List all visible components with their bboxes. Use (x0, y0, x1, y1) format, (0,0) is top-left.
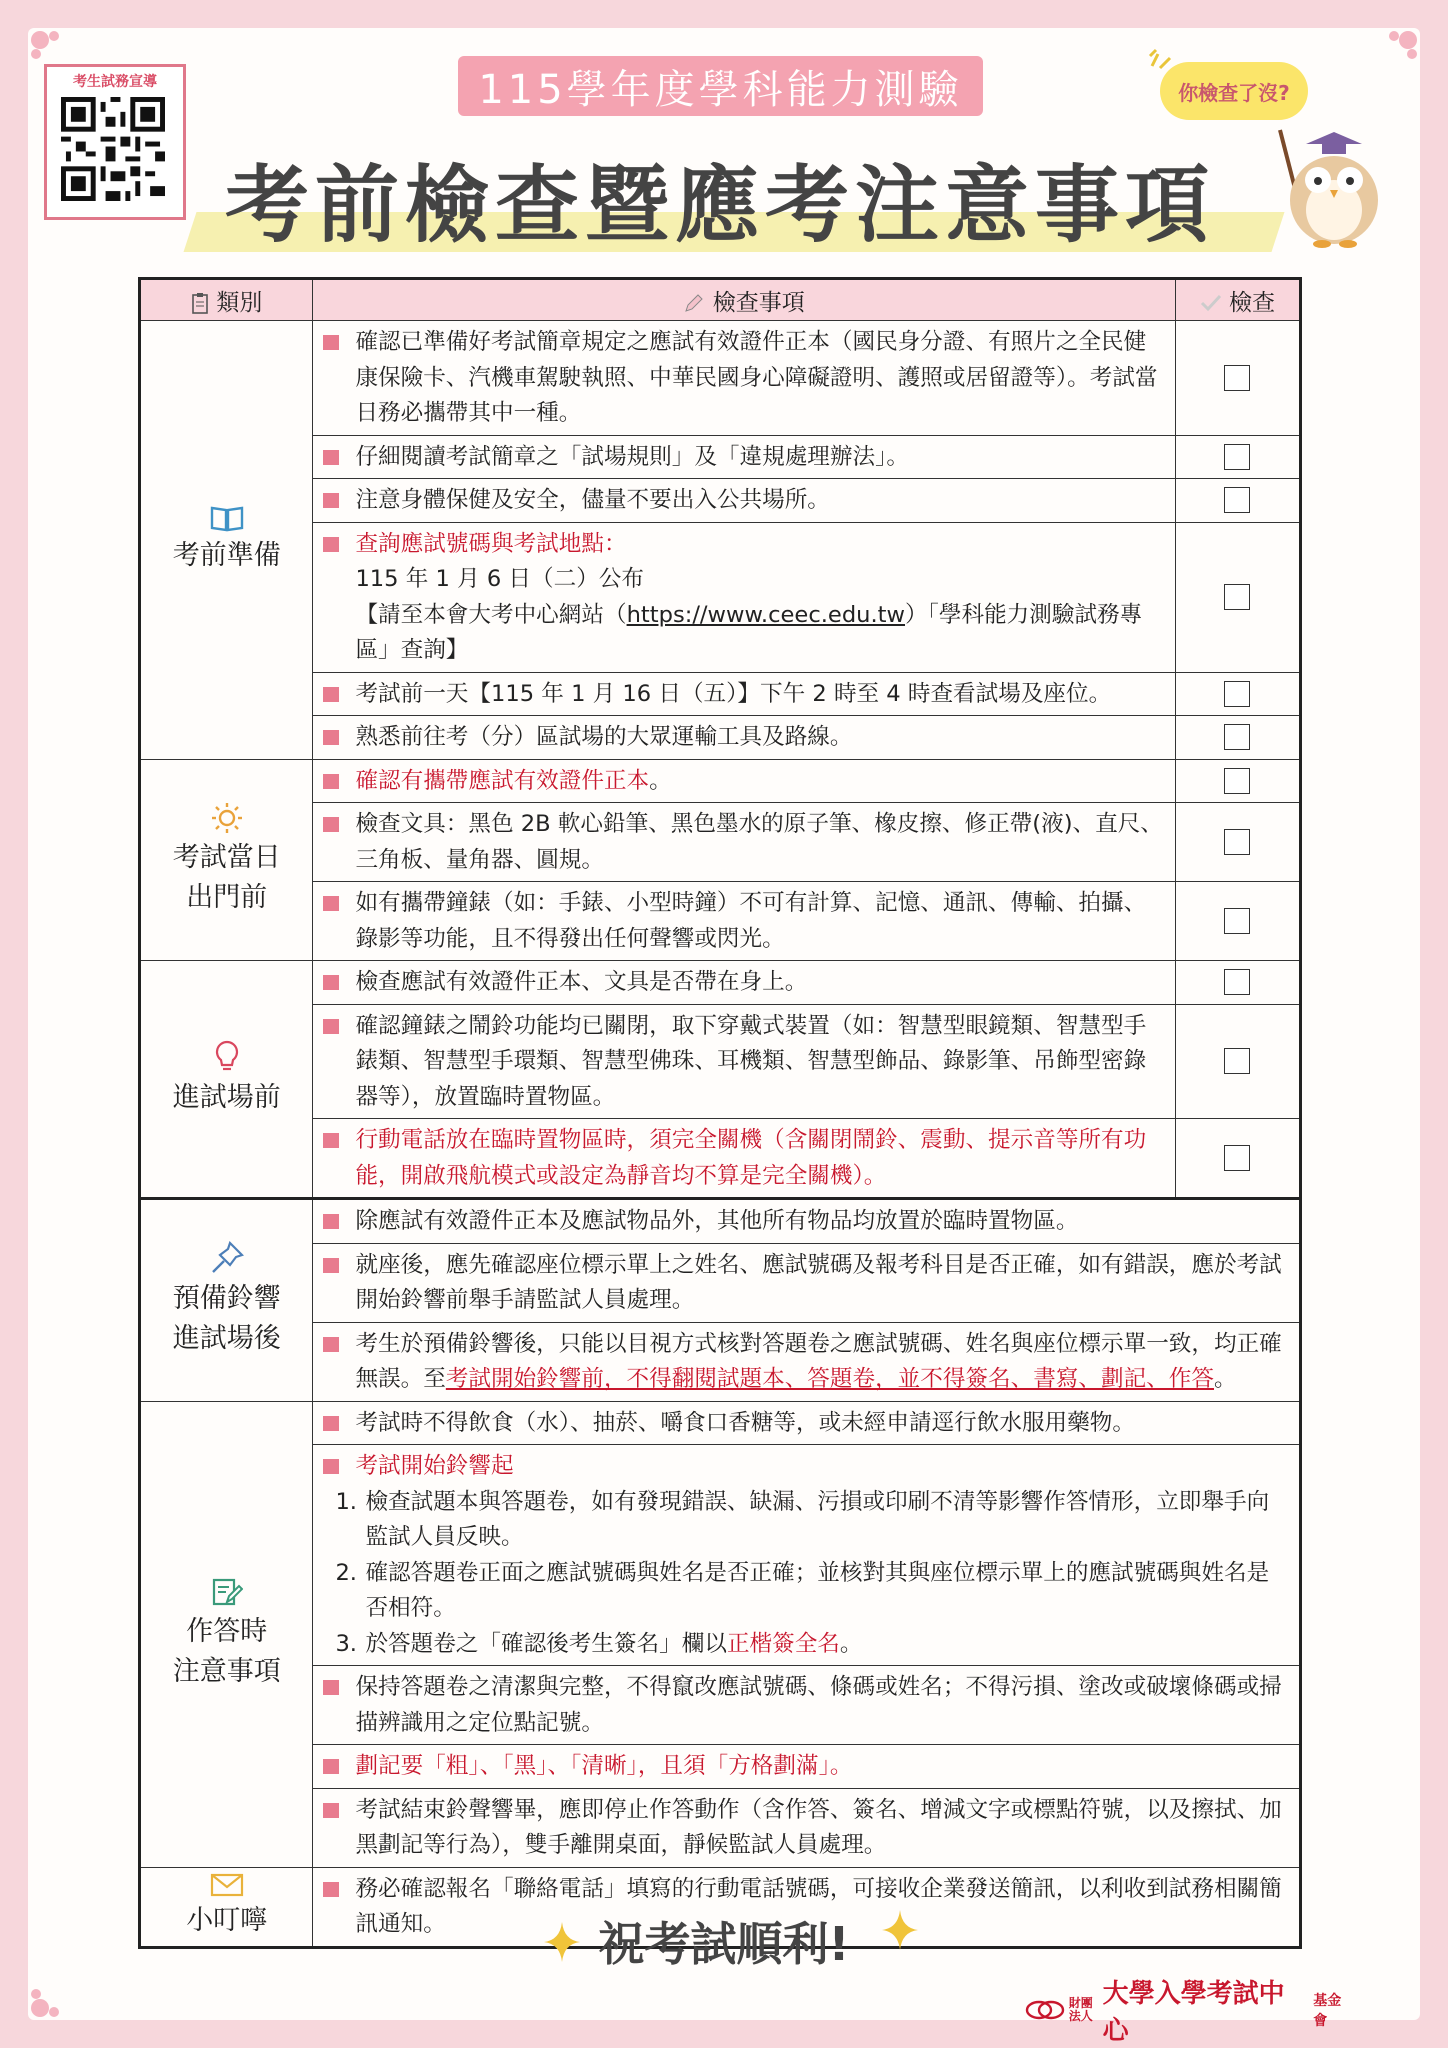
clipboard-icon (191, 292, 209, 314)
checkbox[interactable] (1224, 969, 1250, 995)
organization-logo: 財團法人 大學入學考試中心 基金會 (1025, 1990, 1355, 2030)
list-item: 如有攜帶鐘錶（如：手錶、小型時鐘）不可有計算、記憶、通訊、傳輸、拍攝、錄影等功能，且不得發出任何聲響或閃光。 (313, 882, 1175, 961)
list-item: 除應試有效證件正本及應試物品外，其他所有物品均放置於臨時置物區。 (313, 1199, 1301, 1244)
checkbox[interactable] (1224, 724, 1250, 750)
table-row (140, 1745, 1301, 1789)
corner-flower-icon (26, 1982, 66, 2022)
table-header-row (140, 279, 1301, 321)
book-icon (210, 504, 244, 532)
table-row (140, 321, 1301, 436)
category-enter: 進試場前 (140, 961, 313, 1199)
checkbox[interactable] (1224, 681, 1250, 707)
pencil-icon (683, 292, 705, 314)
list-item: 考生於預備鈴響後，只能以目視方式核對答題卷之應試號碼、姓名與座位標示單一致，均正確無誤。至考試開始鈴響前，不得翻閱試題本、答題卷，並不得簽名、書寫、劃記、作答。 (313, 1322, 1301, 1401)
checkbox[interactable] (1224, 1048, 1250, 1074)
table-row (140, 1322, 1301, 1401)
check-badge: 你檢查了沒? (1160, 62, 1308, 120)
list-item: 考試開始鈴響起 1. 檢查試題本與答題卷，如有發現錯誤、缺漏、污損或印刷不清等影響作答情形，立即舉手向監試人員反映。 2. 確認答題卷正面之應試號碼與姓名是否正確；並核對其與座位標示單上的應試號碼與姓名是否相符。 3. 於答題卷之「確認後考生簽名」欄以正楷簽全名。 (313, 1445, 1301, 1666)
table-row (140, 1004, 1301, 1119)
list-item: 考試結束鈴聲響畢，應即停止作答動作（含作答、簽名、增減文字或標點符號，以及擦拭、加黑劃記等行為），雙手離開桌面，靜候監試人員處理。 (313, 1788, 1301, 1867)
list-item: 確認鐘錶之鬧鈴功能均已關閉，取下穿戴式裝置（如：智慧型眼鏡類、智慧型手錶類、智慧型手環類、智慧型佛珠、耳機類、智慧型飾品、錄影筆、吊飾型密錄器等），放置臨時置物區。 (313, 1004, 1175, 1119)
list-item: 熟悉前往考（分）區試場的大眾運輸工具及路線。 (313, 716, 1175, 760)
ceec-website-link[interactable]: https://www.ceec.edu.tw (626, 601, 906, 628)
list-item: 考試前一天【115 年 1 月 16 日（五）】下午 2 時至 4 時查看試場及座位。 (313, 672, 1175, 716)
checkmark-icon (1200, 293, 1222, 313)
sparkle-lines-icon (1148, 46, 1176, 74)
category-tip: 小叮嚀 (140, 1867, 313, 1947)
qr-label: 考生試務宣導 (73, 74, 157, 90)
table-row (140, 961, 1301, 1005)
checkbox[interactable] (1224, 768, 1250, 794)
checkbox[interactable] (1224, 365, 1250, 391)
table-row (140, 435, 1301, 479)
list-item: 確認已準備好考試簡章規定之應試有效證件正本（國民身分證、有照片之全民健康保險卡、汽機車駕駛執照、中華民國身心障礙證明、護照或居留證等）。考試當日務必攜帶其中一種。 (313, 321, 1175, 436)
list-item: 就座後，應先確認座位標示單上之姓名、應試號碼及報考科目是否正確，如有錯誤，應於考試開始鈴響前舉手請監試人員處理。 (313, 1243, 1301, 1322)
table-row (140, 1243, 1301, 1322)
subtitle-banner: 115學年度學科能力測驗 (458, 56, 983, 116)
checkbox[interactable] (1224, 444, 1250, 470)
qr-code-icon (61, 97, 165, 201)
checkbox[interactable] (1224, 908, 1250, 934)
corner-flower-icon (26, 26, 66, 66)
category-answer: 作答時 注意事項 (140, 1401, 313, 1867)
edit-note-icon (211, 1576, 243, 1608)
table-row (140, 672, 1301, 716)
list-item: 注意身體保健及安全，儘量不要出入公共場所。 (313, 479, 1175, 523)
ceec-logo-icon (1025, 1997, 1065, 2023)
list-item: 務必確認報名「聯絡電話」填寫的行動電話號碼，可接收企業發送簡訊，以利收到試務相關簡訊通知。 (313, 1867, 1301, 1947)
list-item: 保持答題卷之清潔與完整，不得竄改應試號碼、條碼或姓名；不得污損、塗改或破壞條碼或掃描辨識用之定位點記號。 (313, 1666, 1301, 1745)
list-item: 行動電話放在臨時置物區時，須完全關機（含關閉鬧鈴、震動、提示音等所有功能，開啟飛航模式或設定為靜音均不算是完全關機）。 (313, 1119, 1175, 1199)
list-item: 劃記要「粗」、「黑」、「清晰」，且須「方格劃滿」。 (313, 1745, 1301, 1789)
table-row (140, 479, 1301, 523)
header-category: 類別 (140, 279, 313, 321)
header-check: 檢查 (1175, 279, 1300, 321)
lightbulb-icon (214, 1040, 240, 1074)
table-row (140, 1199, 1301, 1244)
table-row (140, 716, 1301, 760)
corner-flower-icon (1382, 26, 1422, 66)
category-morning: 考試當日 出門前 (140, 759, 313, 961)
qr-code-block[interactable] (44, 64, 186, 220)
table-row (140, 1788, 1301, 1867)
table-row (140, 522, 1301, 672)
list-item: 確認有攜帶應試有效證件正本。 (313, 759, 1175, 803)
checklist-table (138, 277, 1302, 1949)
header-items: 檢查事項 (313, 279, 1175, 321)
checkbox[interactable] (1224, 584, 1250, 610)
table-row (140, 1445, 1301, 1666)
table-row (140, 1666, 1301, 1745)
table-row (140, 882, 1301, 961)
checkbox[interactable] (1224, 829, 1250, 855)
category-bell: 預備鈴響 進試場後 (140, 1199, 313, 1402)
table-row (140, 803, 1301, 882)
checkbox[interactable] (1224, 1145, 1250, 1171)
owl-mascot-icon (1262, 118, 1392, 248)
list-item: 檢查文具：黑色 2B 軟心鉛筆、黑色墨水的原子筆、橡皮擦、修正帶(液)、直尺、三角板、量角器、圓規。 (313, 803, 1175, 882)
table-row (140, 1119, 1301, 1199)
envelope-icon (210, 1873, 244, 1897)
list-item: 檢查應試有效證件正本、文具是否帶在身上。 (313, 961, 1175, 1005)
checkbox[interactable] (1224, 487, 1250, 513)
list-item: 考試時不得飲食（水）、抽菸、嚼食口香糖等，或未經申請逕行飲水服用藥物。 (313, 1401, 1301, 1445)
main-title: 考前檢查暨應考注意事項 (224, 156, 1215, 254)
list-item: 查詢應試號碼與考試地點： 115 年 1 月 6 日（二）公布 【請至本會大考中心網站（https://www.ceec.edu.tw）「學科能力測驗試務專區」查詢】 (313, 522, 1175, 672)
category-prep: 考前準備 (140, 321, 313, 760)
pushpin-icon (210, 1241, 244, 1275)
table-row (140, 1401, 1301, 1445)
sun-icon (211, 802, 243, 834)
table-row (140, 759, 1301, 803)
list-item: 仔細閱讀考試簡章之「試場規則」及「違規處理辦法」。 (313, 435, 1175, 479)
good-luck-message: 祝考試順利! (598, 1917, 850, 1971)
